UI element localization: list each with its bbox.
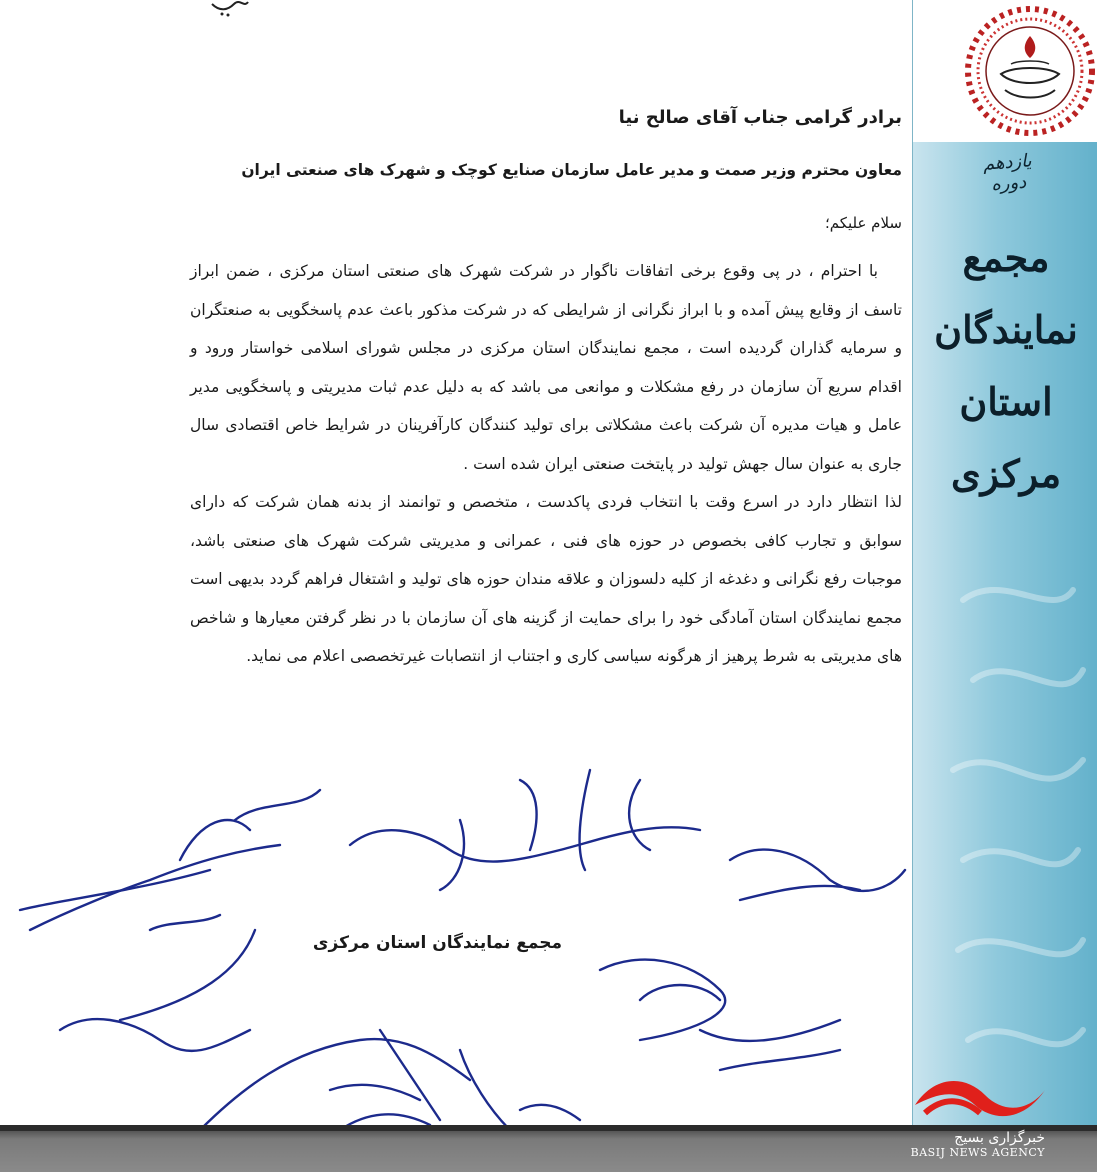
paragraph-1: با احترام ، در پی وقوع برخی اتفاقات ناگوار در شرکت شهرک های صنعتی استان مرکزی ، ضمن ابراز تاسف از وقایع پیش آمده و با ابراز نگرانی از شرایطی که در شرکت مذکور باعث عدم پاسخگویی به صنعتگران و سرمایه گذاران گردیده است ، مجمع نمایندگان استان مرکزی در مجلس شورای اسلامی خواستار ورود و اقدام سریع آن سازمان در رفع مشکلات و موانعی می باشد که به دلیل عدم ثبات مدیریتی و پاسخگویی مدیر عامل و هیات مدیره آن شرکت باعث مشکلاتی برای تولید کنندگان کارآفرینان در شرایط خاص اقتصادی سال جاری به عنوان سال جهش تولید در پایتخت صنعتی ایران شده است .	[190, 262, 902, 473]
assembly-title-letterhead: مجمع نمایندگان استان مرکزی	[934, 235, 1078, 496]
addressee-title: معاون محترم وزیر صمت و مدیر عامل سازمان صنایع کوچک و شهرک های صنعتی ایران	[241, 161, 902, 179]
parliament-term-label: یازدهم دوره	[982, 150, 1033, 196]
letterhead-seal-area	[913, 0, 1097, 142]
paragraph-2: لذا انتظار دارد در اسرع وقت با انتخاب فردی پاکدست ، متخصص و توانمند از بدنه همان شرکت که دارای سوابق و تجارب کافی بخصوص در حوزه های فنی ، عمرانی و مدیریتی شرکت شهرک های صنعتی باشد، موجبات رفع نگرانی و دغدغه از کلیه دلسوزان و علاقه مندان حوزه های تولید و اشتغال فراهم گردد بدیهی است مجمع نمایندگان استان آمادگی خود را برای حمایت از گزینه های آن سازمان با در نظر گرفتن معیارها و شاخص های مدیریتی به شرط پرهیز از هرگونه سیاسی کاری و اجتناب از انتصابات غیرتخصصی اعلام می نماید.	[190, 493, 902, 665]
letter-body	[190, 80, 902, 676]
parliament-seal-icon	[963, 4, 1097, 139]
greeting: سلام علیکم؛	[824, 214, 902, 232]
letterhead-strip	[912, 0, 1097, 1125]
agency-credit	[911, 1130, 1045, 1159]
signature-title: مجمع نمایندگان استان مرکزی	[312, 933, 563, 953]
agency-logo-icon	[905, 1065, 1050, 1125]
corner-note-scribble	[210, 0, 250, 18]
calligraphy-watermark	[943, 560, 1093, 1120]
agency-name-en: BASIJ NEWS AGENCY	[910, 1146, 1045, 1159]
addressee-name: برادر گرامی جناب آقای صالح نیا	[618, 107, 902, 128]
agency-name-fa: خبرگزاری بسیج	[954, 1130, 1045, 1146]
